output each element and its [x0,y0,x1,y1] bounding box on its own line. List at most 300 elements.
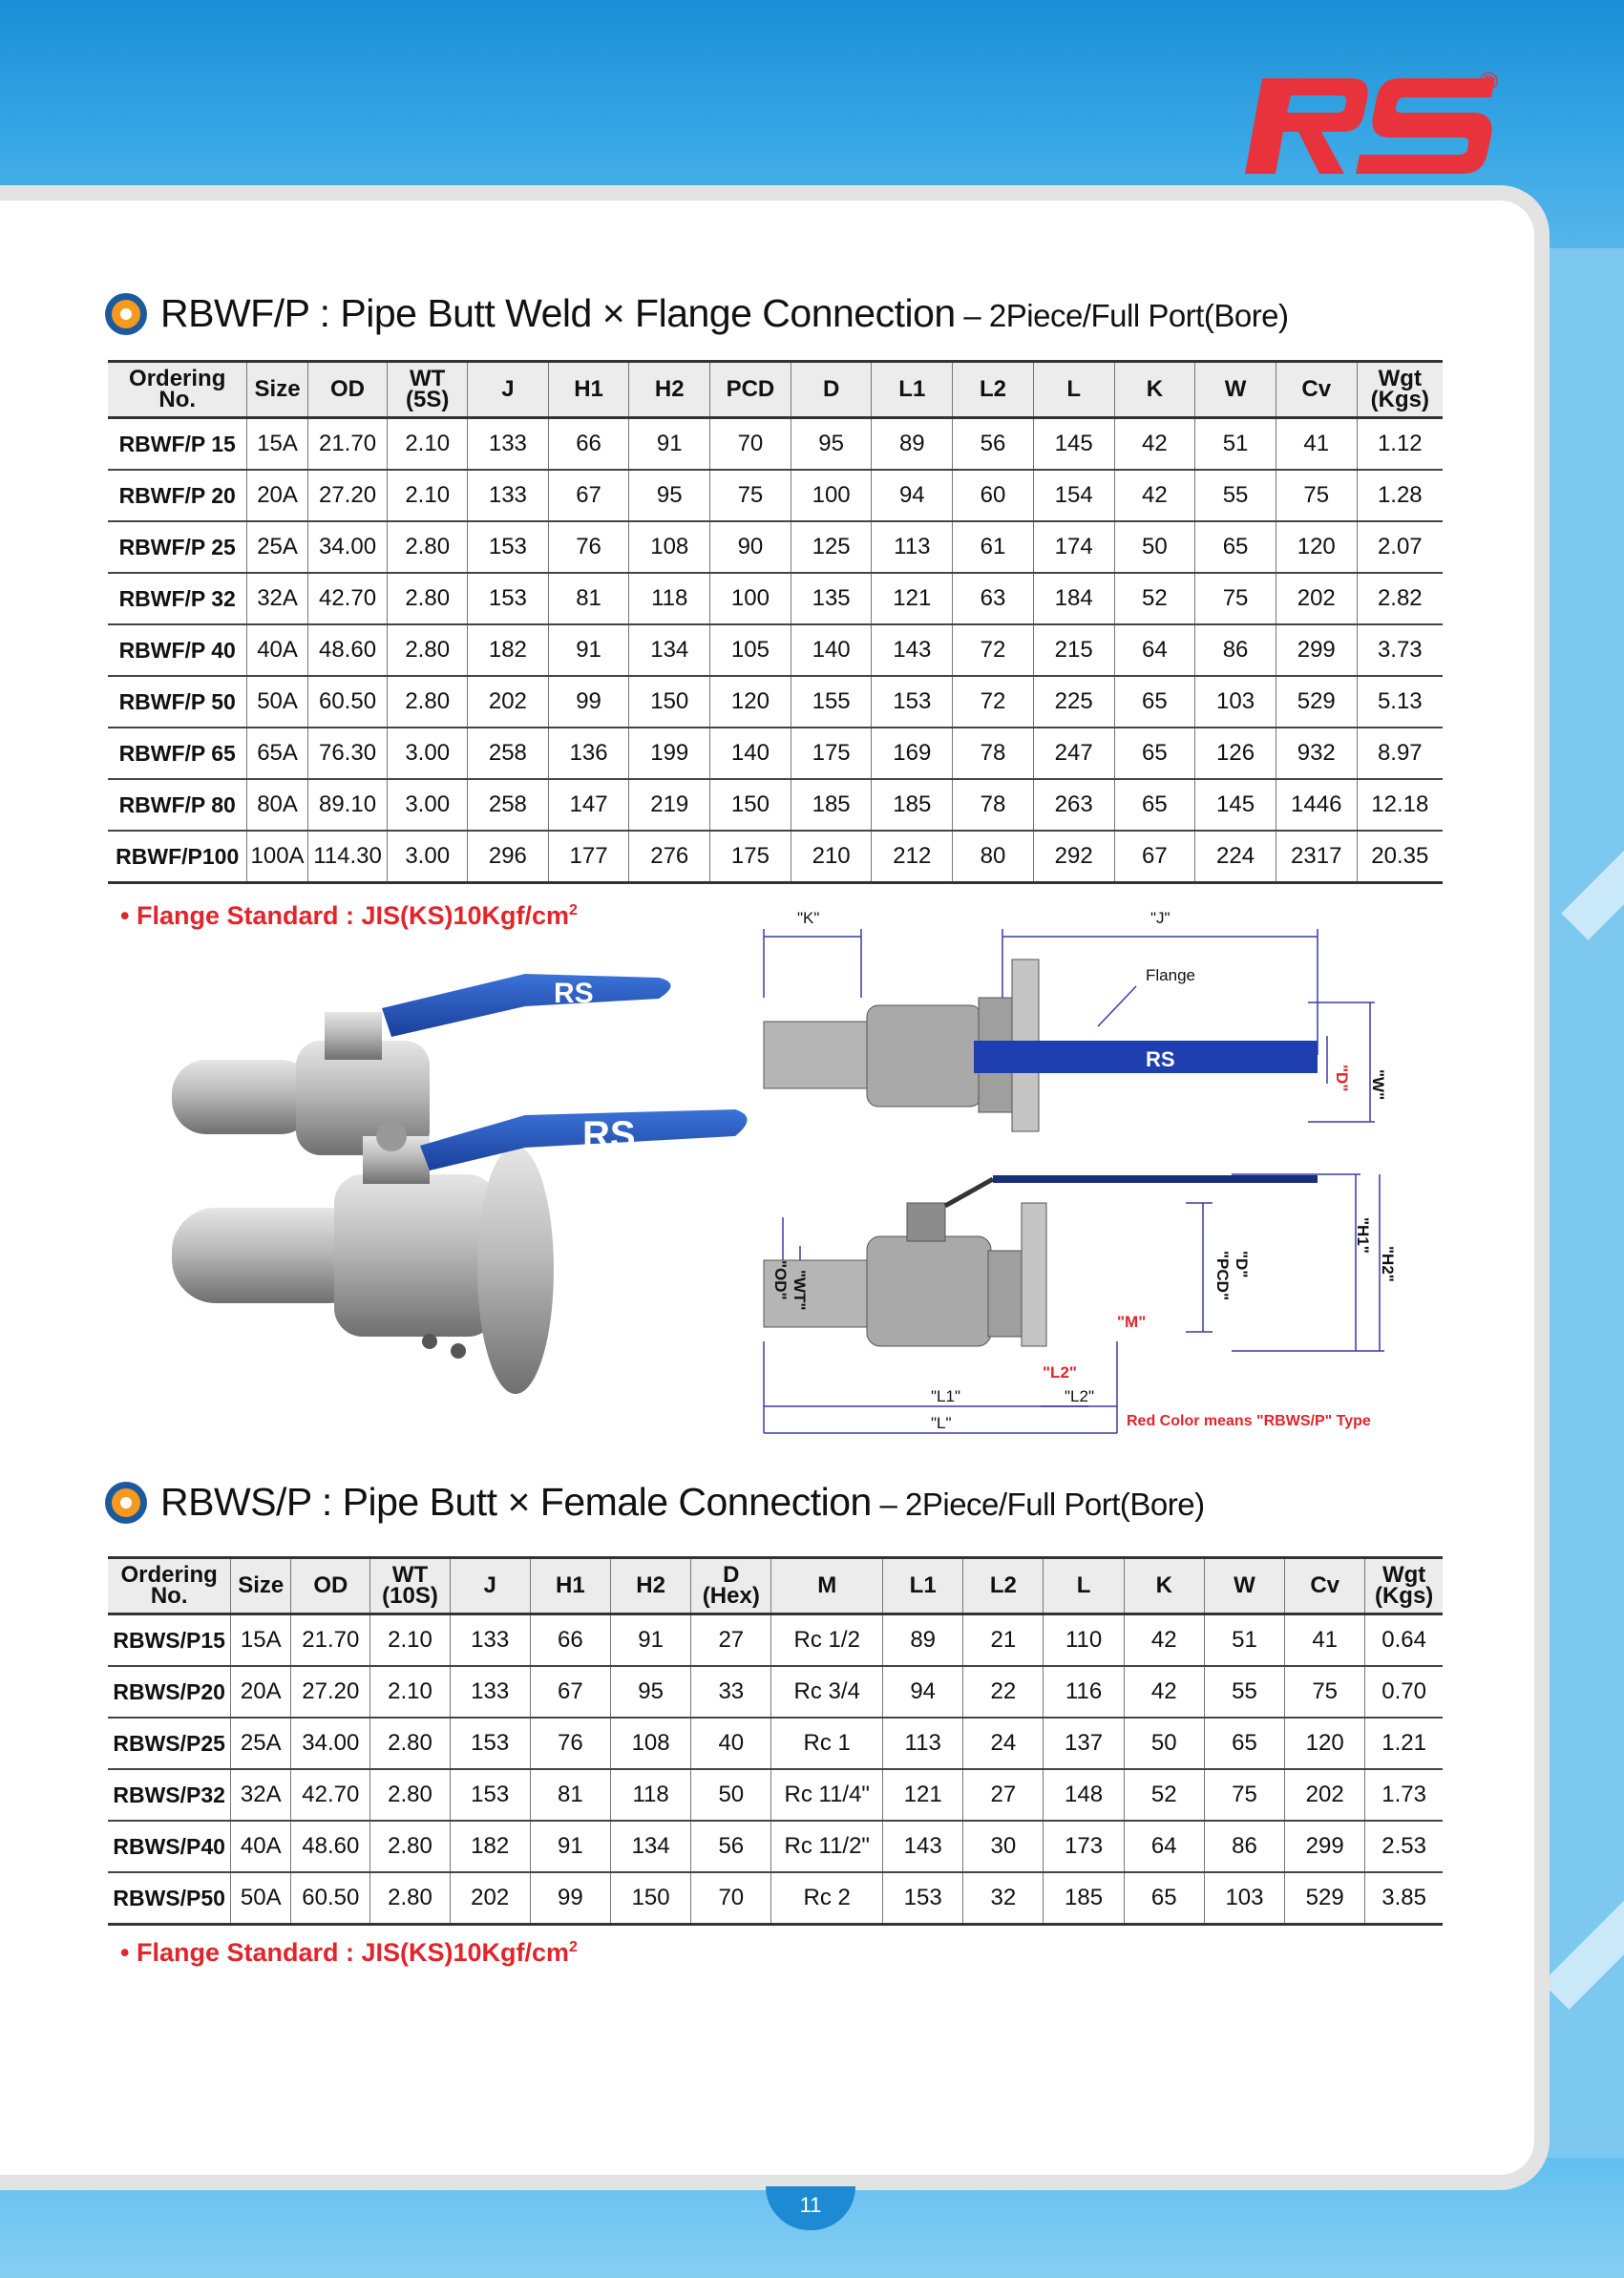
column-header-line: WT [410,366,446,391]
decor-stripe [1561,778,1624,940]
table-cell: 2.80 [388,676,468,728]
column-header [231,1558,291,1614]
table-cell: 263 [1033,779,1114,831]
table-cell: 153 [468,573,549,624]
table-cell: 145 [1033,418,1114,471]
table-cell: 1446 [1276,779,1357,831]
table-cell: 2317 [1276,831,1357,883]
table-cell: 63 [953,573,1034,624]
rbwsp-spec-table [108,1556,1443,1926]
table-cell: 67 [530,1666,610,1718]
table-cell: 0.64 [1365,1614,1443,1667]
table-cell: 224 [1195,831,1276,883]
table-cell: 116 [1044,1666,1124,1718]
column-header-line: Wgt [1381,1562,1426,1588]
table-cell: 12.18 [1357,779,1443,831]
column-header-line: J [501,376,515,402]
ordering-number-cell: RBWF/P 20 [108,470,247,521]
column-header-line: J [483,1572,496,1598]
table-cell: 89 [883,1614,963,1667]
table-cell: 148 [1044,1769,1124,1821]
table-cell: 42 [1114,418,1195,471]
table-cell: 2.80 [370,1872,450,1925]
ball-valve-photo [162,945,773,1423]
table-cell: 153 [883,1872,963,1925]
table-cell: 22 [963,1666,1044,1718]
table-cell: 42.70 [307,573,388,624]
column-header [1195,362,1276,418]
column-header-line: Ordering [129,366,226,391]
table-cell: 100 [710,573,791,624]
table-cell: 27 [963,1769,1044,1821]
table-cell: 94 [883,1666,963,1718]
table-cell: 8.97 [1357,728,1443,779]
column-header-line: No. [150,1583,188,1609]
section1-flange-note [120,901,578,931]
table-cell: 143 [883,1821,963,1872]
table-cell: 65 [1114,676,1195,728]
table-cell: 153 [872,676,953,728]
table-row [108,418,1443,471]
table-cell: 932 [1276,728,1357,779]
table-cell: 136 [548,728,629,779]
table-cell: 3.00 [388,831,468,883]
column-header-line: D [723,1562,740,1588]
table-row [108,573,1443,624]
column-header [548,362,629,418]
table-row [108,624,1443,676]
handle-logo: RS [554,978,594,1009]
gear-bullet-icon [105,293,147,335]
table-cell: 108 [629,521,710,573]
diagram-handle-logo: RS [1146,1047,1175,1071]
table-cell: 55 [1195,470,1276,521]
table-cell: 133 [468,418,549,471]
column-header-line: No. [158,387,197,412]
table-cell: 108 [611,1718,691,1769]
label-d-top: "D" [1333,1065,1351,1092]
column-header-line: PCD [726,376,775,402]
table-cell: 76 [548,521,629,573]
table-cell: 34.00 [307,521,388,573]
section2-flange-note [120,1938,578,1968]
table-cell: 42 [1124,1666,1204,1718]
table-cell: 185 [872,779,953,831]
table-cell: 41 [1285,1614,1365,1667]
table-cell: 2.82 [1357,573,1443,624]
table-cell: 133 [468,470,549,521]
table-cell: 95 [629,470,710,521]
table-cell: 155 [791,676,872,728]
table-cell: 91 [530,1821,610,1872]
column-header-line: WT [391,1562,429,1588]
table-cell: 175 [710,831,791,883]
table-cell: 64 [1124,1821,1204,1872]
column-header [1365,1558,1443,1614]
table-cell: 153 [450,1769,530,1821]
column-header-line: Size [254,376,301,402]
table-cell: 133 [450,1666,530,1718]
label-h1: "H1" [1354,1217,1372,1254]
table-cell: 81 [548,573,629,624]
table-cell: 52 [1114,573,1195,624]
table-cell: 185 [1044,1872,1124,1925]
table-cell: 153 [468,521,549,573]
column-header [108,362,247,418]
table-cell: 1.73 [1365,1769,1443,1821]
table-cell: 50A [231,1872,291,1925]
table-cell: 292 [1033,831,1114,883]
column-header-line: M [817,1572,837,1598]
column-header [530,1558,610,1614]
table-cell: Rc 11/4" [771,1769,883,1821]
table-cell: 182 [468,624,549,676]
table-cell: 120 [710,676,791,728]
table-row [108,1614,1443,1667]
table-cell: 27 [691,1614,771,1667]
table-cell: 52 [1124,1769,1204,1821]
column-header [771,1558,883,1614]
label-m: "M" [1117,1313,1147,1331]
table-header-row [108,362,1443,418]
column-header-line: W [1234,1572,1255,1598]
ordering-number-cell: RBWF/P 32 [108,573,247,624]
table-row [108,1872,1443,1925]
column-header-line: L1 [909,1572,937,1598]
table-cell: 94 [872,470,953,521]
column-header-line: L [1066,376,1082,402]
table-cell: 86 [1195,624,1276,676]
column-header-line: H2 [654,376,685,402]
table-row [108,470,1443,521]
table-cell: 40A [231,1821,291,1872]
ordering-number-cell: RBWF/P 15 [108,418,247,471]
table-cell: 42 [1114,470,1195,521]
column-header-line: L1 [898,376,926,402]
note-superscript: 2 [569,1939,578,1955]
table-cell: 120 [1276,521,1357,573]
table-cell: 121 [883,1769,963,1821]
table-cell: 147 [548,779,629,831]
section1-title [105,291,1289,336]
section1-title-main: RBWF/P : Pipe Butt Weld × Flange Connection [160,291,956,335]
table-cell: 2.10 [388,470,468,521]
table-cell: 2.80 [388,521,468,573]
column-header-line: H2 [636,1572,665,1598]
table-cell: 212 [872,831,953,883]
table-cell: 247 [1033,728,1114,779]
table-cell: 99 [530,1872,610,1925]
table-cell: 140 [710,728,791,779]
column-header [247,362,307,418]
section2-title-sub: – 2Piece/Full Port(Bore) [871,1487,1205,1522]
table-cell: 67 [548,470,629,521]
table-cell: 185 [791,779,872,831]
column-header-line: Wgt [1378,366,1422,391]
table-cell: 51 [1195,418,1276,471]
label-j: "J" [1150,909,1171,927]
registered-mark: ® [1480,67,1499,95]
section2-title-main: RBWS/P : Pipe Butt × Female Connection [160,1480,872,1524]
column-header [307,362,388,418]
gear-bullet-icon [105,1482,147,1524]
table-cell: 21.70 [291,1614,370,1667]
table-cell: 3.00 [388,779,468,831]
dimension-diagram [754,902,1442,1446]
table-cell: 145 [1195,779,1276,831]
table-cell: 40A [247,624,307,676]
ordering-number-cell: RBWS/P32 [108,1769,231,1821]
table-cell: 50A [247,676,307,728]
table-cell: 20A [231,1666,291,1718]
column-header [1357,362,1443,418]
table-cell: Rc 11/2" [771,1821,883,1872]
table-cell: 258 [468,779,549,831]
table-cell: 105 [710,624,791,676]
rs-logo [1237,69,1505,183]
table-cell: 91 [611,1614,691,1667]
column-header [291,1558,370,1614]
table-cell: 65 [1114,728,1195,779]
table-cell: 56 [953,418,1034,471]
table-cell: 1.28 [1357,470,1443,521]
table-cell: 140 [791,624,872,676]
label-l2-red: "L2" [1043,1363,1077,1382]
table-cell: Rc 2 [771,1872,883,1925]
note-superscript: 2 [569,902,578,918]
table-cell: 299 [1276,624,1357,676]
table-cell: 210 [791,831,872,883]
table-cell: 64 [1114,624,1195,676]
table-cell: 76 [530,1718,610,1769]
table-cell: 135 [791,573,872,624]
table-cell: 150 [710,779,791,831]
column-header-line: (10S) [382,1583,438,1609]
label-h2: "H2" [1379,1246,1397,1282]
table-cell: 215 [1033,624,1114,676]
page-number: 11 [766,2186,855,2230]
column-header-line: (Kgs) [1374,1583,1434,1609]
table-cell: 113 [883,1718,963,1769]
table-cell: 174 [1033,521,1114,573]
table-cell: 76.30 [307,728,388,779]
table-cell: 78 [953,779,1034,831]
column-header-line: H1 [574,376,603,402]
table-cell: 66 [548,418,629,471]
table-cell: 114.30 [307,831,388,883]
table-cell: 32A [247,573,307,624]
label-l2: "L2" [1065,1387,1094,1405]
ordering-number-cell: RBWS/P15 [108,1614,231,1667]
table-cell: 529 [1276,676,1357,728]
table-cell: 65 [1124,1872,1204,1925]
table-cell: 75 [1276,470,1357,521]
table-cell: 2.80 [370,1718,450,1769]
table-cell: 15A [231,1614,291,1667]
table-cell: 150 [611,1872,691,1925]
table-cell: 120 [1285,1718,1365,1769]
note-text: • Flange Standard : JIS(KS)10Kgf/cm [120,1938,570,1967]
table-cell: 89.10 [307,779,388,831]
label-k: "K" [797,909,820,927]
column-header-line: H1 [556,1572,585,1598]
table-cell: 2.10 [388,418,468,471]
table-cell: 173 [1044,1821,1124,1872]
table-cell: 21 [963,1614,1044,1667]
table-cell: 2.10 [370,1614,450,1667]
table-cell: 182 [450,1821,530,1872]
table-cell: 1.12 [1357,418,1443,471]
table-cell: 1.21 [1365,1718,1443,1769]
decor-stripe [1542,1847,1624,2010]
table-cell: 2.80 [370,1821,450,1872]
table-cell: 56 [691,1821,771,1872]
table-cell: 75 [1204,1769,1284,1821]
table-cell: 3.73 [1357,624,1443,676]
table-cell: 177 [548,831,629,883]
column-header [1033,362,1114,418]
table-cell: 103 [1195,676,1276,728]
column-header-line: D [822,376,840,402]
table-cell: 118 [611,1769,691,1821]
table-cell: 529 [1285,1872,1365,1925]
table-cell: 60.50 [307,676,388,728]
table-row [108,521,1443,573]
table-cell: 75 [1195,573,1276,624]
ordering-number-cell: RBWF/P100 [108,831,247,883]
table-cell: 134 [629,624,710,676]
table-cell: 50 [1124,1718,1204,1769]
table-cell: 100 [791,470,872,521]
column-header-line: Cv [1310,1572,1340,1598]
table-cell: 20A [247,470,307,521]
table-cell: 65 [1204,1718,1284,1769]
column-header [1114,362,1195,418]
table-cell: 154 [1033,470,1114,521]
table-cell: 72 [953,624,1034,676]
table-cell: 225 [1033,676,1114,728]
table-cell: 34.00 [291,1718,370,1769]
ordering-number-cell: RBWF/P 25 [108,521,247,573]
column-header-line: OD [313,1572,348,1598]
table-cell: Rc 3/4 [771,1666,883,1718]
column-header-line: (5S) [406,387,450,412]
table-cell: 66 [530,1614,610,1667]
column-header [791,362,872,418]
handle-logo: RS [582,1114,636,1156]
column-header-line: Ordering [120,1562,218,1588]
table-header-row [108,1558,1443,1614]
table-cell: 86 [1204,1821,1284,1872]
table-cell: 134 [611,1821,691,1872]
table-row [108,1718,1443,1769]
label-wt: "WT" [791,1270,809,1311]
column-header [1124,1558,1204,1614]
table-cell: 296 [468,831,549,883]
column-header-line: L2 [979,376,1006,402]
table-cell: 0.70 [1365,1666,1443,1718]
column-header-line: W [1224,376,1247,402]
section2-title [105,1480,1205,1525]
table-cell: 2.80 [370,1769,450,1821]
table-cell: 27.20 [307,470,388,521]
label-l1: "L1" [931,1387,960,1405]
table-cell: 61 [953,521,1034,573]
table-row [108,1769,1443,1821]
table-cell: 81 [530,1769,610,1821]
table-cell: 202 [450,1872,530,1925]
rbwfp-spec-table [108,360,1443,884]
table-cell: 95 [611,1666,691,1718]
table-cell: 30 [963,1821,1044,1872]
table-cell: 125 [791,521,872,573]
column-header [370,1558,450,1614]
table-cell: 202 [1285,1769,1365,1821]
table-cell: Rc 1/2 [771,1614,883,1667]
table-cell: 199 [629,728,710,779]
table-cell: 78 [953,728,1034,779]
table-cell: 110 [1044,1614,1124,1667]
table-cell: 5.13 [1357,676,1443,728]
column-header [883,1558,963,1614]
table-cell: 133 [450,1614,530,1667]
column-header [1276,362,1357,418]
table-cell: Rc 1 [771,1718,883,1769]
column-header [872,362,953,418]
table-cell: 72 [953,676,1034,728]
table-cell: 90 [710,521,791,573]
column-header [629,362,710,418]
ordering-number-cell: RBWF/P 65 [108,728,247,779]
table-cell: 80A [247,779,307,831]
table-cell: 48.60 [291,1821,370,1872]
table-cell: 202 [1276,573,1357,624]
table-cell: 2.80 [388,624,468,676]
column-header-line: L2 [989,1572,1017,1598]
table-cell: 299 [1285,1821,1365,1872]
column-header [108,1558,231,1614]
column-header-line: K [1155,1572,1172,1598]
table-cell: 169 [872,728,953,779]
table-cell: 65A [247,728,307,779]
table-cell: 95 [791,418,872,471]
ordering-number-cell: RBWF/P 40 [108,624,247,676]
table-cell: 40 [691,1718,771,1769]
label-flange: Flange [1146,966,1195,984]
column-header [450,1558,530,1614]
label-pcd: "PCD" [1213,1251,1232,1301]
table-cell: 42 [1124,1614,1204,1667]
table-cell: 150 [629,676,710,728]
ordering-number-cell: RBWS/P50 [108,1872,231,1925]
table-cell: 2.10 [370,1666,450,1718]
column-header-line: K [1146,376,1164,402]
label-l: "L" [931,1414,952,1432]
table-cell: 100A [247,831,307,883]
table-cell: 75 [710,470,791,521]
column-header [710,362,791,418]
table-cell: 25A [247,521,307,573]
column-header-line: OD [330,376,366,402]
column-header [611,1558,691,1614]
column-header [691,1558,771,1614]
table-cell: 51 [1204,1614,1284,1667]
column-header-line: (Kgs) [1370,387,1429,412]
table-cell: 32 [963,1872,1044,1925]
table-cell: 2.80 [388,573,468,624]
ordering-number-cell: RBWS/P40 [108,1821,231,1872]
table-cell: 143 [872,624,953,676]
